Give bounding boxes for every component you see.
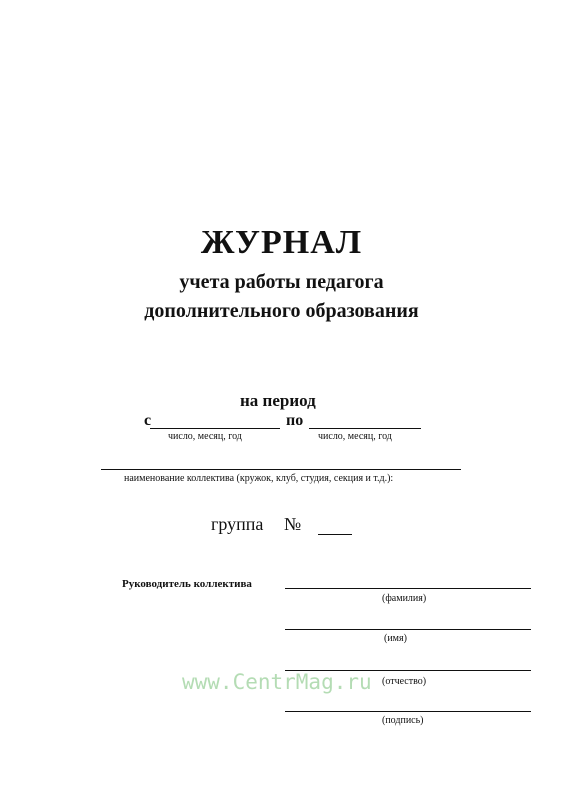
period-from-hint: число, месяц, год <box>168 431 242 442</box>
leader-surname-hint: (фамилия) <box>382 593 427 604</box>
leader-name-line <box>285 629 531 630</box>
leader-surname-line <box>285 588 531 589</box>
period-to-line <box>309 428 421 429</box>
group-label: группа <box>211 514 264 534</box>
period-label: на период <box>240 391 316 410</box>
collective-name-line <box>101 469 461 470</box>
period-from-label: с <box>144 412 152 429</box>
leader-label: Руководитель коллектива <box>122 578 252 590</box>
leader-patronymic-hint: (отчество) <box>382 676 427 687</box>
period-to-label: по <box>286 412 304 429</box>
document-title: ЖУРНАЛ <box>200 224 363 261</box>
group-number-line <box>318 534 352 535</box>
group-number-sign: № <box>284 514 302 534</box>
document-subtitle-line2: дополнительного образования <box>144 300 419 322</box>
watermark: www.CentrMag.ru <box>182 670 372 694</box>
period-from-line <box>150 428 280 429</box>
period-to-hint: число, месяц, год <box>318 431 392 442</box>
document-subtitle-line1: учета работы педагога <box>179 271 384 293</box>
leader-signature-hint: (подпись) <box>382 715 424 726</box>
leader-signature-line <box>285 711 531 712</box>
collective-name-hint: наименование коллектива (кружок, клуб, студия, секция и т.д.): <box>124 473 394 484</box>
leader-name-hint: (имя) <box>384 633 407 644</box>
